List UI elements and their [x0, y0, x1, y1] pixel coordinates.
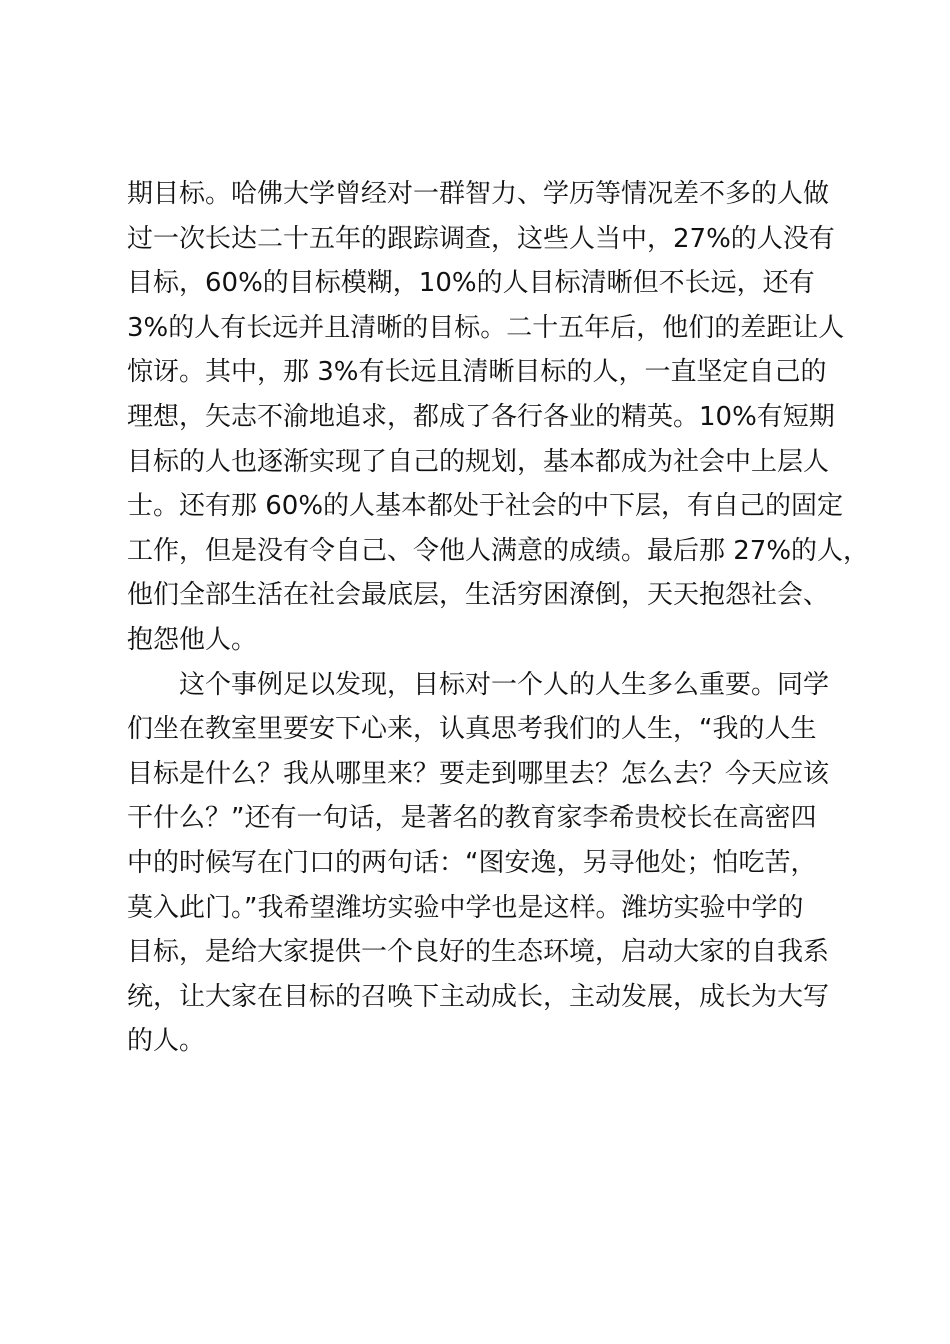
text-line-9: 工作，但是没有令自己、令他人满意的成绩。最后那 27%的人，	[127, 535, 870, 566]
text-line-7: 目标的人也逐渐实现了自己的规划，基本都成为社会中上层人	[127, 446, 830, 477]
text-line-15: 干什么？”还有一句话，是著名的教育家李希贵校长在高密四	[127, 803, 817, 834]
text-line-14: 目标是什么？我从哪里来？要走到哪里去？怎么去？今天应该	[127, 758, 830, 789]
text-line-12: 这个事例足以发现，目标对一个人的人生多么重要。同学	[127, 669, 830, 700]
text-line-4: 3%的人有长远并且清晰的目标。二十五年后，他们的差距让人	[127, 312, 845, 343]
body-text	[127, 172, 870, 1064]
text-line-19: 统，让大家在目标的召唤下主动成长，主动发展，成长为大写	[127, 981, 830, 1012]
text-line-8: 士。还有那 60%的人基本都处于社会的中下层，有自己的固定	[127, 491, 844, 522]
text-line-1: 期目标。哈佛大学曾经对一群智力、学历等情况差不多的人做	[127, 179, 830, 209]
text-line-2: 过一次长达二十五年的跟踪调查，这些人当中，27%的人没有	[127, 223, 835, 254]
text-line-16: 中的时候写在门口的两句话：“图安逸，另寻他处；怕吃苦，	[127, 847, 817, 878]
text-line-5: 惊讶。其中，那 3%有长远且清晰目标的人，一直坚定自己的	[127, 357, 827, 388]
text-line-20: 的人。	[127, 1026, 206, 1057]
text-line-6: 理想，矢志不渝地追求，都成了各行各业的精英。10%有短期	[127, 401, 835, 432]
text-line-18: 目标，是给大家提供一个良好的生态环境，启动大家的自我系	[127, 937, 830, 968]
text-line-17: 莫入此门。”我希望潍坊实验中学也是这样。潍坊实验中学的	[127, 892, 804, 923]
text-line-10: 他们全部生活在社会最底层，生活穷困潦倒，天天抱怨社会、	[127, 580, 830, 611]
text-line-11: 抱怨他人。	[127, 624, 258, 655]
text-line-3: 目标，60%的目标模糊，10%的人目标清晰但不长远，还有	[127, 268, 815, 299]
text-line-13: 们坐在教室里要安下心来，认真思考我们的人生，“我的人生	[127, 714, 817, 745]
